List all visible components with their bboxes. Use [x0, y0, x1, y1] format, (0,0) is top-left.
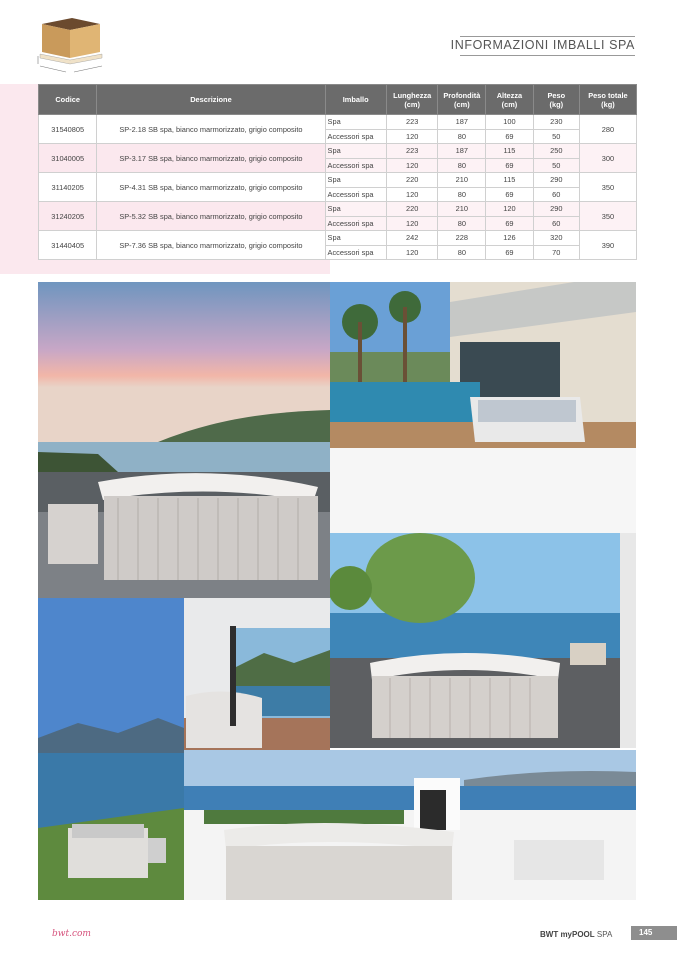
photo-spa-sunset-lake — [38, 282, 330, 598]
product-description-cell: SP-5.32 SB spa, bianco marmorizzato, grigio composito — [97, 202, 325, 231]
total-weight-cell: 300 — [579, 144, 636, 173]
header-lunghezza: Lunghezza (cm) — [386, 85, 438, 115]
header-peso-totale: Peso totale (kg) — [579, 85, 636, 115]
height-cell: 69 — [486, 129, 533, 144]
height-cell: 115 — [486, 144, 533, 159]
product-code-cell: 31540805 — [39, 115, 97, 144]
depth-cell: 210 — [438, 173, 486, 188]
table-header-row — [39, 85, 637, 115]
depth-cell: 80 — [438, 129, 486, 144]
weight-cell: 60 — [533, 187, 579, 202]
height-cell: 69 — [486, 187, 533, 202]
website-link[interactable]: bwt.com — [52, 929, 91, 939]
product-code-cell: 31440405 — [39, 231, 97, 260]
height-cell: 100 — [486, 115, 533, 130]
length-cell: 223 — [386, 115, 438, 130]
photo-spa-lake-window — [184, 598, 330, 750]
table-row — [39, 231, 637, 246]
table-row — [39, 173, 637, 188]
product-code-cell: 31140205 — [39, 173, 97, 202]
package-type-cell: Spa — [325, 144, 386, 159]
brand-label: BWT myPOOL SPA — [540, 930, 613, 939]
table-row — [39, 115, 637, 130]
total-weight-cell: 390 — [579, 231, 636, 260]
length-cell: 220 — [386, 173, 438, 188]
package-type-cell: Spa — [325, 202, 386, 217]
header-imballo: Imballo — [325, 85, 386, 115]
weight-cell: 60 — [533, 216, 579, 231]
height-cell: 69 — [486, 216, 533, 231]
header-rule-top — [460, 36, 635, 37]
total-weight-cell: 280 — [579, 115, 636, 144]
length-cell: 120 — [386, 187, 438, 202]
header-descrizione: Descrizione — [97, 85, 325, 115]
photo-spa-pool-terrace — [330, 282, 636, 448]
length-cell: 120 — [386, 216, 438, 231]
weight-cell: 290 — [533, 202, 579, 217]
weight-cell: 250 — [533, 144, 579, 159]
length-cell: 223 — [386, 144, 438, 159]
package-type-cell: Accessori spa — [325, 187, 386, 202]
length-cell: 120 — [386, 158, 438, 173]
package-type-cell: Accessori spa — [325, 129, 386, 144]
page-title: INFORMAZIONI IMBALLI SPA — [450, 38, 635, 52]
height-cell: 126 — [486, 231, 533, 246]
photo-spa-sea-view-loggia — [330, 448, 636, 748]
photo-spa-greek-terrace — [184, 750, 636, 900]
weight-cell: 50 — [533, 129, 579, 144]
length-cell: 120 — [386, 129, 438, 144]
total-weight-cell: 350 — [579, 173, 636, 202]
depth-cell: 80 — [438, 187, 486, 202]
packaging-table — [38, 84, 637, 260]
page-number: 145 — [631, 926, 677, 940]
length-cell: 120 — [386, 245, 438, 260]
total-weight-cell: 350 — [579, 202, 636, 231]
header-altezza: Altezza (cm) — [486, 85, 533, 115]
product-code-cell: 31040005 — [39, 144, 97, 173]
product-description-cell: SP-2.18 SB spa, bianco marmorizzato, grigio composito — [97, 115, 325, 144]
weight-cell: 70 — [533, 245, 579, 260]
height-cell: 115 — [486, 173, 533, 188]
table-row — [39, 144, 637, 159]
depth-cell: 187 — [438, 115, 486, 130]
product-description-cell: SP-3.17 SB spa, bianco marmorizzato, grigio composito — [97, 144, 325, 173]
product-code-cell: 31240205 — [39, 202, 97, 231]
package-type-cell: Spa — [325, 115, 386, 130]
depth-cell: 80 — [438, 245, 486, 260]
package-type-cell: Accessori spa — [325, 158, 386, 173]
height-cell: 69 — [486, 245, 533, 260]
header-profondita: Profondità (cm) — [438, 85, 486, 115]
header-peso: Peso (kg) — [533, 85, 579, 115]
depth-cell: 228 — [438, 231, 486, 246]
depth-cell: 80 — [438, 216, 486, 231]
weight-cell: 290 — [533, 173, 579, 188]
package-type-cell: Spa — [325, 173, 386, 188]
package-type-cell: Spa — [325, 231, 386, 246]
package-type-cell: Accessori spa — [325, 245, 386, 260]
height-cell: 120 — [486, 202, 533, 217]
header-rule-bottom — [460, 55, 635, 56]
table-row — [39, 202, 637, 217]
weight-cell: 50 — [533, 158, 579, 173]
weight-cell: 320 — [533, 231, 579, 246]
depth-cell: 210 — [438, 202, 486, 217]
product-description-cell: SP-7.36 SB spa, bianco marmorizzato, grigio composito — [97, 231, 325, 260]
photo-spa-lake-lawn — [38, 598, 184, 900]
depth-cell: 80 — [438, 158, 486, 173]
height-cell: 69 — [486, 158, 533, 173]
product-description-cell: SP-4.31 SB spa, bianco marmorizzato, grigio composito — [97, 173, 325, 202]
weight-cell: 230 — [533, 115, 579, 130]
depth-cell: 187 — [438, 144, 486, 159]
length-cell: 242 — [386, 231, 438, 246]
package-type-cell: Accessori spa — [325, 216, 386, 231]
package-pallet-icon — [36, 14, 106, 74]
header-codice: Codice — [39, 85, 97, 115]
length-cell: 220 — [386, 202, 438, 217]
